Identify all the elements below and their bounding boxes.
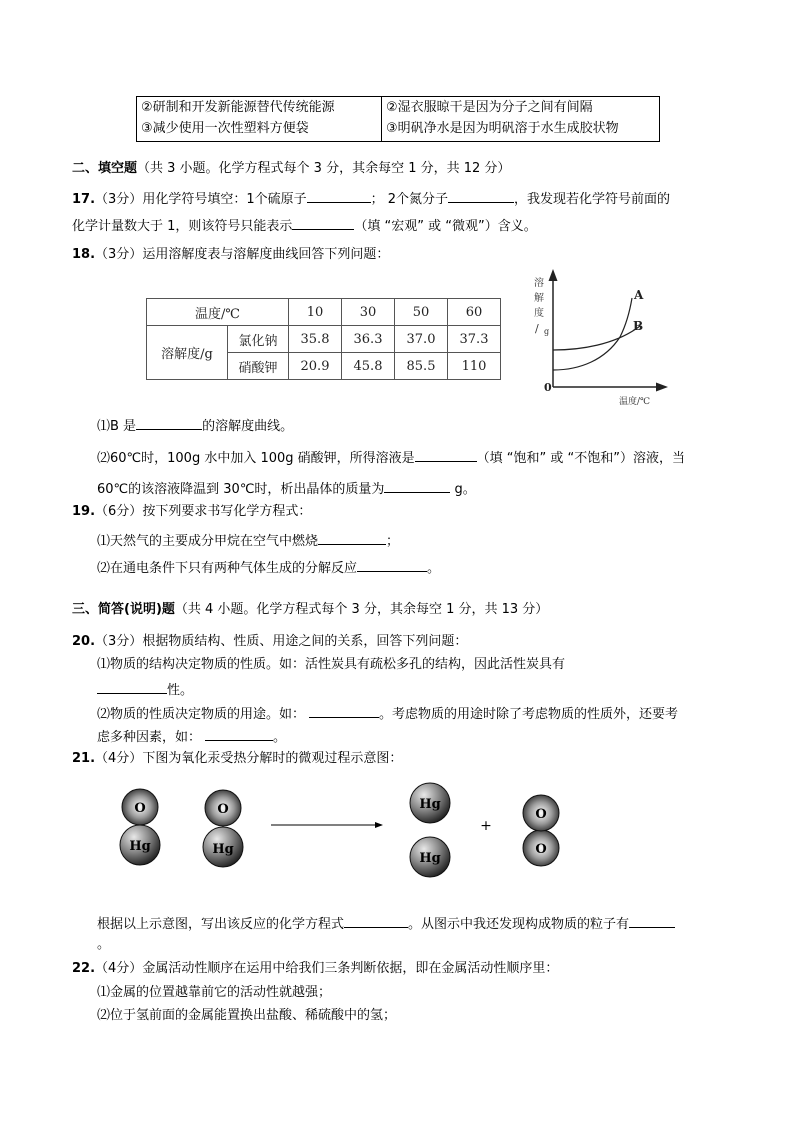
answer-blank-use-example[interactable]	[309, 704, 379, 718]
option-text: ②研制和开发新能源替代传统能源	[141, 100, 335, 115]
atom-label: O	[535, 842, 547, 857]
y-label-char: 度	[534, 308, 544, 319]
options-table	[136, 96, 660, 142]
y-label-char: 解	[534, 293, 544, 304]
question-18-sub1	[97, 416, 293, 436]
solubility-curve-graph	[520, 265, 680, 410]
table-cell: 85.5	[395, 353, 448, 380]
y-label-char: 溶	[534, 278, 544, 289]
atom-label: O	[134, 801, 146, 816]
section-title: 二、填空题	[72, 161, 138, 176]
hgo-molecule-2	[203, 790, 243, 867]
question-number: 22.	[72, 961, 96, 976]
table-row-group-label: 溶解度/g	[147, 326, 228, 380]
x-axis-label: 温度/℃	[619, 397, 651, 407]
question-text: 。从图示中我还发现构成物质的粒子有	[408, 917, 630, 932]
table-temp: 10	[289, 299, 342, 326]
question-text: ⑵在通电条件下只有两种气体生成的分解反应	[97, 561, 358, 576]
table-row-name: 氯化钠	[228, 326, 289, 353]
question-score: （3分）	[95, 634, 143, 649]
section-title: 三、简答(说明)题	[72, 602, 175, 617]
question-score: （4分）	[95, 961, 143, 976]
question-text: 运用溶解度表与溶解度曲线回答下列问题：	[142, 247, 390, 262]
question-text: 。	[273, 730, 287, 745]
section-note: （共 3 小题。化学方程式每个 3 分，其余每空 1 分，共 12 分）	[137, 161, 511, 176]
curve-b	[553, 326, 640, 350]
question-number: 17.	[72, 192, 96, 207]
table-cell: 37.0	[395, 326, 448, 353]
answer-blank-curve-b[interactable]	[136, 416, 202, 430]
question-21-answer	[97, 914, 675, 934]
o2-molecule	[523, 795, 559, 866]
question-text: 根据物质结构、性质、用途之间的关系，回答下列问题：	[142, 634, 468, 649]
question-text: 。	[97, 937, 111, 952]
question-17	[72, 189, 670, 209]
y-label-char: g	[544, 327, 550, 336]
answer-blank-saturation[interactable]	[415, 448, 477, 462]
answer-blank-sulfur-atom[interactable]	[307, 189, 371, 203]
table-cell: 45.8	[342, 353, 395, 380]
question-text: 。	[427, 561, 441, 576]
answer-blank-macro-micro[interactable]	[292, 216, 354, 230]
table-cell: 110	[448, 353, 501, 380]
question-text: 金属活动性顺序在运用中给我们三条判断依据，即在金属活动性顺序里：	[142, 961, 559, 976]
question-text: 用化学符号填空：1个硫原子	[142, 192, 307, 207]
table-cell: 20.9	[289, 353, 342, 380]
atom-label: O	[535, 807, 547, 822]
question-18-sub2	[97, 448, 685, 468]
question-20-sub1-cont	[97, 680, 193, 700]
curve-a-label: A	[634, 288, 644, 302]
question-text: 的溶解度曲线。	[202, 419, 294, 434]
question-text: （填 “宏观” 或 “微观”）含义。	[354, 219, 537, 234]
question-text: 下图为氧化汞受热分解时的微观过程示意图：	[142, 751, 403, 766]
options-right-cell	[382, 97, 660, 142]
question-19	[72, 503, 311, 521]
solubility-table	[146, 298, 501, 380]
answer-blank-nitrogen-molecules[interactable]	[448, 189, 514, 203]
table-temp: 60	[448, 299, 501, 326]
answer-blank-methane-equation[interactable]	[318, 531, 386, 545]
answer-blank-particles[interactable]	[629, 914, 675, 928]
table-header-temp: 温度/℃	[147, 299, 289, 326]
question-text: ，我发现若化学符号前面的	[514, 192, 671, 207]
question-text: 按下列要求书写化学方程式：	[142, 504, 312, 519]
question-22-sub1	[97, 984, 331, 1002]
answer-blank-electrolysis-equation[interactable]	[357, 558, 427, 572]
question-text: 根据以上示意图，写出该反应的化学方程式	[97, 917, 345, 932]
table-row-name: 硝酸钾	[228, 353, 289, 380]
table-cell: 37.3	[448, 326, 501, 353]
option-text: ③减少使用一次性塑料方便袋	[141, 121, 309, 136]
question-number: 19.	[72, 504, 96, 519]
question-score: （3分）	[95, 247, 143, 262]
question-17-cont	[72, 216, 537, 236]
section-header-short-answer	[72, 601, 548, 619]
question-number: 21.	[72, 751, 96, 766]
question-19-sub2	[97, 558, 440, 578]
atom-label: Hg	[419, 797, 441, 812]
question-text: ⑴金属的位置越靠前它的活动性就越强；	[97, 985, 332, 1000]
question-21-answer-cont	[97, 936, 110, 954]
answer-blank-adsorption[interactable]	[97, 680, 167, 694]
question-text: 60℃的该溶液降温到 30℃时，析出晶体的质量为	[97, 482, 385, 497]
question-number: 18.	[72, 247, 96, 262]
options-left-cell	[137, 97, 382, 142]
hgo-molecule-1	[120, 789, 160, 865]
question-text: ⑵60℃时，100g 水中加入 100g 硝酸钾，所得溶液是	[97, 451, 415, 466]
y-label-char: /	[535, 322, 539, 335]
answer-blank-crystal-mass[interactable]	[384, 479, 450, 493]
atom-label: Hg	[419, 851, 441, 866]
table-cell: 36.3	[342, 326, 395, 353]
question-score: （6分）	[95, 504, 143, 519]
atom-label: O	[217, 802, 229, 817]
question-text: ⑵物质的性质决定物质的用途。如：	[97, 707, 306, 722]
question-text: 化学计量数大于 1，则该符号只能表示	[72, 219, 293, 234]
option-text: ②湿衣服晾干是因为分子之间有间隔	[386, 100, 593, 115]
question-22-sub2	[97, 1007, 396, 1025]
question-text: 性。	[167, 683, 194, 698]
question-20-sub2	[97, 704, 678, 724]
section-note: （共 4 小题。化学方程式每个 3 分，其余每空 1 分，共 13 分）	[174, 602, 549, 617]
question-18-sub2-cont	[97, 479, 476, 499]
question-text: ⑵位于氢前面的金属能置换出盐酸、稀硫酸中的氢；	[97, 1008, 397, 1023]
mercury-oxide-diagram	[110, 775, 580, 885]
question-score: （4分）	[95, 751, 143, 766]
option-text: ③明矾净水是因为明矾溶于水生成胶状物	[386, 121, 619, 136]
question-text: ⑴物质的结构决定物质的性质。如：活性炭具有疏松多孔的结构，因此活性炭具有	[97, 657, 566, 672]
question-text: （填 “饱和” 或 “不饱和”）溶液，当	[476, 451, 686, 466]
atom-label: Hg	[212, 842, 234, 857]
table-temp: 30	[342, 299, 395, 326]
question-20-sub1	[97, 656, 565, 674]
answer-blank-hgo-equation[interactable]	[344, 914, 408, 928]
question-text: ；	[386, 534, 400, 549]
question-18	[72, 246, 389, 264]
table-cell: 35.8	[289, 326, 342, 353]
question-text: 。考虑物质的用途时除了考虑物质的性质外，还要考	[379, 707, 679, 722]
question-text: g。	[450, 482, 476, 497]
atom-label: Hg	[129, 839, 151, 854]
question-20-sub2-cont	[97, 727, 286, 747]
curve-a	[553, 298, 632, 370]
curve-b-label: B	[633, 319, 644, 333]
section-header-fill-in	[72, 160, 510, 178]
question-text: ⑴天然气的主要成分甲烷在空气中燃烧	[97, 534, 319, 549]
question-text: 虑多种因素，如：	[97, 730, 202, 745]
question-19-sub1	[97, 531, 399, 551]
table-temp: 50	[395, 299, 448, 326]
question-20	[72, 633, 467, 651]
question-text: ⑴B 是	[97, 419, 137, 434]
question-22	[72, 960, 558, 978]
origin-label: 0	[544, 381, 552, 394]
question-score: （3分）	[95, 192, 143, 207]
question-21	[72, 750, 402, 768]
answer-blank-other-factors[interactable]	[205, 727, 273, 741]
question-text: ； 2个氮分子	[370, 192, 448, 207]
plus-sign: +	[480, 818, 492, 834]
question-number: 20.	[72, 634, 96, 649]
hg-atoms	[410, 783, 450, 877]
